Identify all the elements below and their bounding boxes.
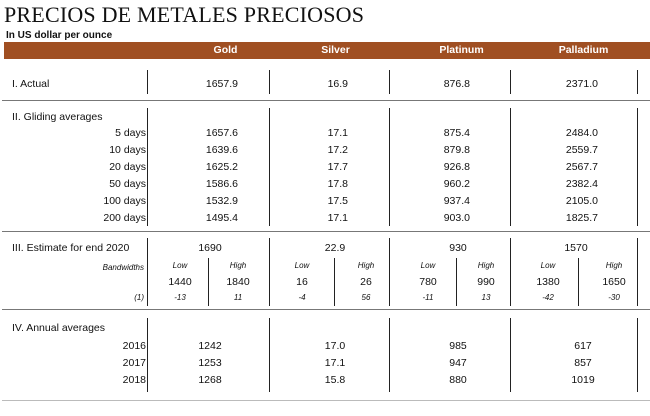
cell-palladium: 2559.7 (565, 144, 598, 156)
cell-platinum: 926.8 (443, 161, 470, 173)
gold-band-high: 1840 (226, 276, 250, 288)
row-label: 10 days (109, 144, 146, 156)
palladium-band-low: 1380 (536, 276, 560, 288)
column-separator (269, 70, 270, 94)
column-separator (637, 318, 638, 392)
column-separator (389, 108, 390, 226)
band-high-label: High (357, 261, 375, 270)
cell-silver: 17.2 (327, 144, 348, 156)
cell-platinum: 879.8 (443, 144, 470, 156)
gold-band-low-pct: -13 (174, 293, 186, 302)
actual-platinum: 876.8 (443, 78, 470, 90)
cell-gold: 1253 (198, 357, 222, 369)
section-annual-label: IV. Annual averages (12, 322, 106, 334)
cell-gold: 1657.6 (205, 127, 238, 139)
estimate-palladium: 1570 (564, 242, 588, 254)
section-actual-label: I. Actual (12, 78, 50, 90)
cell-gold: 1268 (198, 374, 222, 386)
platinum-band-low-pct: -11 (422, 293, 434, 302)
cell-platinum: 880 (449, 374, 467, 386)
gold-band-low: 1440 (168, 276, 192, 288)
band-high-label: High (229, 261, 247, 270)
section-estimate-label: III. Estimate for end 2020 (12, 242, 130, 254)
cell-platinum: 875.4 (443, 127, 470, 139)
cell-silver: 15.8 (324, 374, 346, 386)
cell-silver: 17.7 (327, 161, 348, 173)
row-label: 2016 (122, 340, 146, 352)
cell-silver: 17.1 (327, 212, 348, 224)
band-low-label: Low (420, 261, 436, 270)
column-separator (510, 70, 511, 94)
footnote-label: (1) (134, 293, 144, 302)
divider (2, 309, 650, 310)
palladium-band-high: 1650 (602, 276, 626, 288)
palladium-band-high-pct: -30 (608, 293, 620, 302)
divider (2, 400, 650, 401)
cell-platinum: 960.2 (443, 178, 470, 190)
bandwidths-label: Bandwidths (102, 263, 144, 272)
cell-palladium: 2567.7 (565, 161, 598, 173)
band-low-label: Low (540, 261, 556, 270)
cell-silver: 17.5 (327, 195, 348, 207)
row-label: 200 days (103, 212, 146, 224)
platinum-band-high: 990 (477, 276, 495, 288)
band-high-label: High (605, 261, 623, 270)
cell-platinum: 903.0 (443, 212, 470, 224)
cell-palladium: 2484.0 (565, 127, 598, 139)
column-separator (510, 238, 511, 306)
band-high-label: High (477, 261, 495, 270)
column-separator (389, 318, 390, 392)
platinum-band-high-pct: 13 (481, 293, 491, 302)
cell-palladium: 857 (574, 357, 592, 369)
section-gliding-label: II. Gliding averages (12, 111, 103, 123)
silver-band-low-pct: -4 (298, 293, 306, 302)
header-gold: Gold (213, 44, 238, 56)
cell-silver: 17.0 (324, 340, 346, 352)
row-label: 50 days (109, 178, 146, 190)
column-separator (269, 238, 270, 306)
cell-gold: 1625.2 (205, 161, 238, 173)
unit-subtitle: In US dollar per ounce (6, 30, 113, 41)
column-separator (269, 318, 270, 392)
header-silver: Silver (321, 44, 350, 56)
cell-gold: 1639.6 (205, 144, 238, 156)
gold-band-high-pct: 11 (233, 293, 243, 302)
header-palladium: Palladium (558, 44, 609, 56)
header-platinum: Platinum (439, 44, 484, 56)
cell-platinum: 937.4 (443, 195, 470, 207)
column-separator (510, 108, 511, 226)
platinum-band-low: 780 (419, 276, 437, 288)
row-label: 2017 (122, 357, 146, 369)
cell-platinum: 947 (449, 357, 467, 369)
estimate-silver: 22.9 (324, 242, 346, 254)
column-separator (147, 70, 148, 94)
cell-palladium: 617 (574, 340, 592, 352)
estimate-gold: 1690 (198, 242, 222, 254)
cell-gold: 1586.6 (205, 178, 238, 190)
cell-palladium: 1019 (571, 374, 595, 386)
silver-band-high: 26 (360, 276, 372, 288)
cell-gold: 1242 (198, 340, 222, 352)
column-separator (147, 108, 148, 226)
divider (2, 231, 650, 232)
column-separator (637, 70, 638, 94)
cell-palladium: 2382.4 (565, 178, 598, 190)
cell-silver: 17.1 (324, 357, 346, 369)
band-separator (208, 258, 209, 306)
column-separator (637, 108, 638, 226)
silver-band-high-pct: 56 (361, 293, 371, 302)
row-label: 20 days (109, 161, 146, 173)
actual-silver: 16.9 (327, 78, 348, 90)
column-separator (389, 70, 390, 94)
column-header-bar (4, 42, 650, 59)
column-separator (147, 318, 148, 392)
estimate-platinum: 930 (449, 242, 467, 254)
column-separator (269, 108, 270, 226)
cell-palladium: 2105.0 (565, 195, 598, 207)
cell-palladium: 1825.7 (565, 212, 598, 224)
divider (2, 100, 650, 101)
page-title: PRECIOS DE METALES PRECIOSOS (4, 2, 365, 27)
row-label: 100 days (103, 195, 146, 207)
column-separator (147, 238, 148, 306)
band-low-label: Low (294, 261, 310, 270)
column-separator (510, 318, 511, 392)
band-low-label: Low (172, 261, 188, 270)
cell-silver: 17.8 (327, 178, 348, 190)
cell-gold: 1532.9 (205, 195, 238, 207)
actual-palladium: 2371.0 (565, 78, 598, 90)
column-separator (637, 238, 638, 306)
column-separator (389, 238, 390, 306)
cell-platinum: 985 (449, 340, 467, 352)
silver-band-low: 16 (296, 276, 308, 288)
palladium-band-low-pct: -42 (542, 293, 554, 302)
band-separator (456, 258, 457, 306)
row-label: 5 days (115, 127, 146, 139)
cell-gold: 1495.4 (205, 212, 238, 224)
band-separator (578, 258, 579, 306)
band-separator (334, 258, 335, 306)
actual-gold: 1657.9 (205, 78, 238, 90)
row-label: 2018 (122, 374, 146, 386)
cell-silver: 17.1 (327, 127, 348, 139)
